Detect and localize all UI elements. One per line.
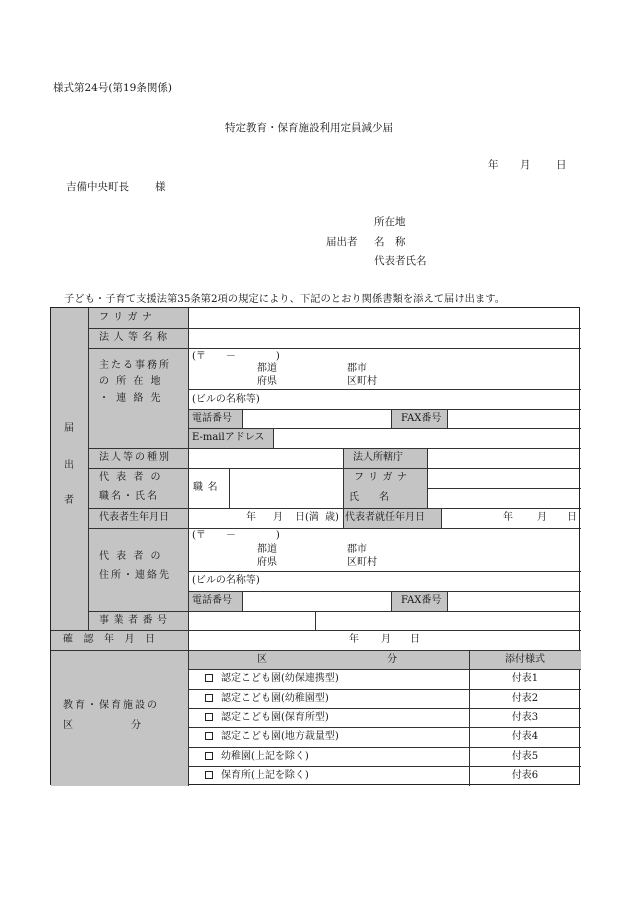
intro-text: 子ども・子育て支援法第35条第2項の規定により、下記のとおり関係書類を添えて届け出ます。: [64, 293, 505, 305]
office-fax-label: FAX番号: [401, 413, 442, 424]
rep-postal[interactable]: (〒 － ): [192, 530, 280, 541]
birth-day: 日(満: [295, 512, 319, 523]
date-month-label: 月: [520, 159, 531, 171]
since-month: 月: [537, 512, 547, 523]
office-fax-field[interactable]: [448, 410, 580, 428]
rep-fax-label: FAX番号: [401, 595, 442, 606]
facility-label-1: 教育・保育施設の: [63, 700, 159, 711]
side-label-1: 届: [64, 423, 74, 434]
date-year-label: 年: [488, 159, 499, 171]
rep-name-field[interactable]: [428, 489, 580, 508]
rep-furigana-field[interactable]: [428, 469, 580, 488]
business-no-label: 事業者番号: [99, 615, 172, 626]
office-phone-label: 電話番号: [192, 413, 232, 424]
rep-since-label: 代表者就任年月日: [345, 512, 425, 523]
rep-pref-bottom: 府県: [257, 557, 277, 568]
office-phone-field[interactable]: [243, 410, 390, 428]
side-label-2: 出: [64, 460, 74, 471]
checkbox-6[interactable]: [205, 771, 213, 779]
rep-phone-field[interactable]: [243, 592, 390, 611]
checkbox-5[interactable]: [205, 752, 213, 760]
rep-addr-label-2: 住所・連絡先: [99, 570, 171, 581]
corp-name-label: 法人等名称: [99, 332, 172, 343]
form-number: 様式第24号(第19条関係): [53, 82, 172, 94]
recipient: 吉備中央町長: [66, 181, 129, 193]
facility-name-2: 認定こども園(幼稚園型): [221, 693, 329, 704]
facility-name-4: 認定こども園(地方裁量型): [221, 731, 339, 742]
confirm-date-label: 確認年月日: [63, 634, 166, 645]
furigana-label: フリガナ: [99, 312, 157, 323]
rep-building[interactable]: (ビルの名称等): [192, 575, 260, 586]
office-postal[interactable]: (〒 － ): [192, 351, 280, 362]
position-label: 職名: [193, 482, 222, 493]
facility-label-2: 区 分: [63, 720, 148, 731]
office-building[interactable]: (ビルの名称等): [192, 394, 260, 405]
rep-city-bottom: 区町村: [347, 557, 377, 568]
office-city-bottom: 区町村: [347, 376, 377, 387]
facility-row-4[interactable]: [205, 732, 339, 742]
checkbox-2[interactable]: [205, 694, 213, 702]
facility-name-3: 認定こども園(保育所型): [221, 712, 329, 723]
jurisdiction-label: 法人所轄庁: [353, 452, 403, 463]
office-city-top: 郡市: [347, 363, 367, 374]
checkbox-3[interactable]: [205, 713, 213, 721]
facility-row-2[interactable]: [205, 694, 329, 704]
rep-birth-label: 代表者生年月日: [99, 512, 169, 523]
since-year: 年: [503, 512, 513, 523]
facility-form-1: 付表1: [511, 673, 539, 684]
corp-type-label: 法人等の種別: [99, 452, 171, 463]
name-label: 名 称: [374, 236, 406, 248]
jurisdiction-field[interactable]: [428, 449, 580, 468]
office-label-3: ・ 連 絡 先: [99, 393, 163, 404]
birth-year: 年: [246, 512, 256, 523]
furigana-field[interactable]: [189, 309, 580, 328]
business-no-field[interactable]: [189, 612, 314, 630]
submission-form-table: [50, 307, 580, 785]
category-header-right: 分: [387, 654, 397, 665]
email-field[interactable]: [274, 429, 580, 448]
email-label: E-mailアドレス: [192, 432, 265, 443]
honorific: 様: [155, 181, 166, 193]
office-label-1: 主たる事務所: [99, 360, 171, 371]
facility-name-1: 認定こども園(幼保連携型): [221, 673, 339, 684]
facility-name-6: 保育所(上記を除く): [221, 770, 309, 781]
age-suffix: 歳): [325, 512, 339, 523]
rep-fax-field[interactable]: [448, 592, 580, 611]
position-field[interactable]: [230, 469, 342, 508]
side-label-3: 者: [64, 495, 74, 506]
attachment-header: 添付様式: [505, 654, 545, 665]
category-header-left: 区: [257, 654, 267, 665]
date-day-label: 日: [556, 159, 567, 171]
rep-phone-label: 電話番号: [192, 595, 232, 606]
facility-form-3: 付表3: [511, 712, 539, 723]
corp-type-field[interactable]: [189, 449, 342, 468]
corp-name-field[interactable]: [189, 329, 580, 348]
confirm-year: 年: [349, 634, 359, 645]
office-pref-top: 都道: [257, 363, 277, 374]
confirm-day: 日: [410, 634, 420, 645]
submitter-label: 届出者: [326, 236, 358, 248]
birth-month: 月: [273, 512, 283, 523]
facility-form-4: 付表4: [511, 731, 539, 742]
rep-title-label-1: 代 表 者 の: [99, 472, 163, 483]
confirm-month: 月: [381, 634, 391, 645]
office-label-2: の 所 在 地: [99, 376, 163, 387]
furigana2-label: フリガナ: [354, 472, 412, 483]
office-pref-bottom: 府県: [257, 376, 277, 387]
facility-row-6[interactable]: [205, 771, 309, 781]
facility-label-bg: [51, 650, 188, 786]
checkbox-1[interactable]: [205, 674, 213, 682]
facility-row-1[interactable]: [205, 674, 339, 684]
label-column-bg: [88, 308, 188, 630]
facility-form-6: 付表6: [511, 770, 539, 781]
rep-addr-label-1: 代 表 者 の: [99, 551, 163, 562]
form-title: 特定教育・保育施設利用定員減少届: [225, 122, 393, 134]
checkbox-4[interactable]: [205, 732, 213, 740]
facility-row-5[interactable]: [205, 752, 309, 762]
facility-row-3[interactable]: [205, 713, 329, 723]
rep-city-top: 郡市: [347, 544, 367, 555]
facility-form-5: 付表5: [511, 751, 539, 762]
facility-name-5: 幼稚園(上記を除く): [221, 751, 309, 762]
since-day: 日: [567, 512, 577, 523]
facility-form-2: 付表2: [511, 693, 539, 704]
full-name-label: 氏 名: [349, 492, 389, 503]
rep-title-label-2: 職名・氏名: [99, 491, 159, 502]
rep-name-label: 代表者氏名: [374, 255, 427, 267]
rep-pref-top: 都道: [257, 544, 277, 555]
address-label: 所在地: [374, 216, 406, 228]
